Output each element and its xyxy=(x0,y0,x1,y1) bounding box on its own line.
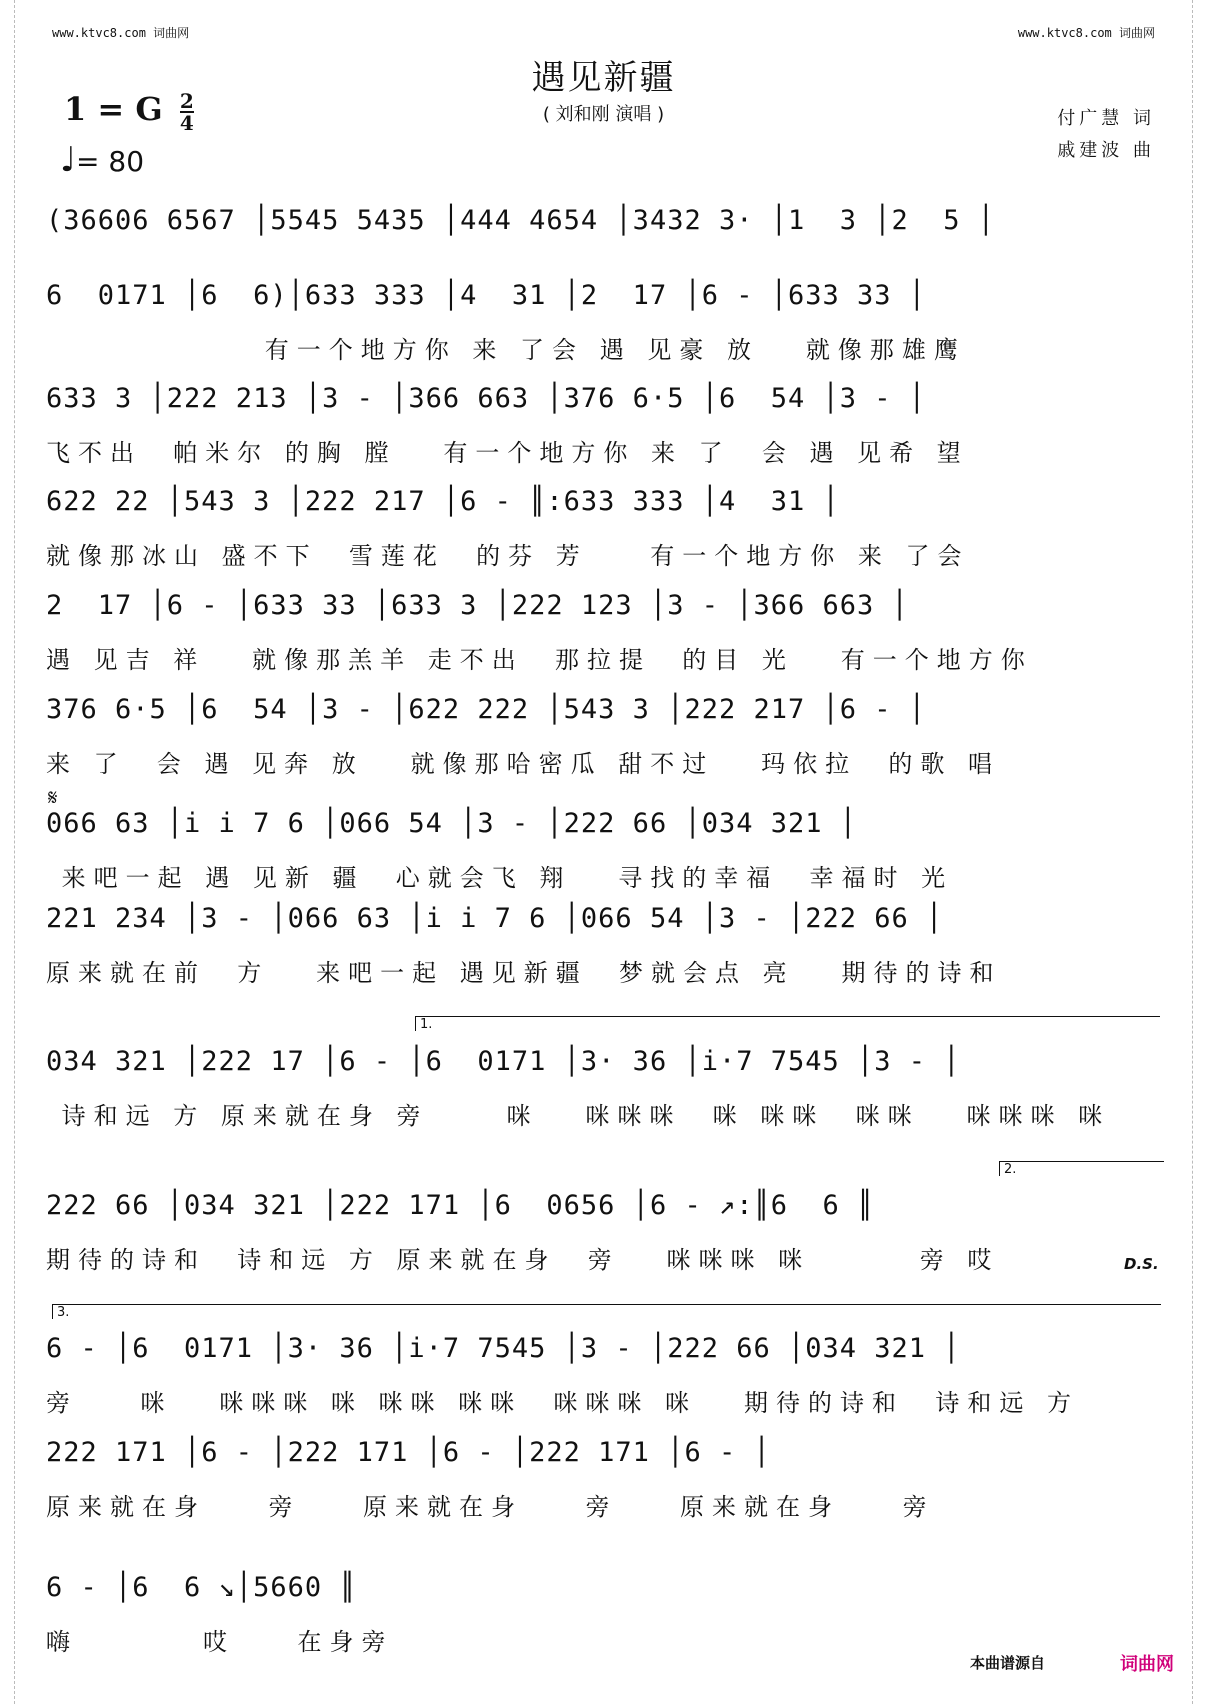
time-top: 2 xyxy=(179,88,194,113)
key-signature xyxy=(64,90,194,133)
lyrics-line: 来 了 会 遇 见奔 放 就像那哈密瓜 甜不过 玛依拉 的歌 唱 xyxy=(46,750,1001,778)
left-margin-strip xyxy=(0,0,15,1704)
tempo-value: = 80 xyxy=(76,145,145,178)
volta-2-label: 2. xyxy=(1004,1162,1017,1177)
volta-bracket-1 xyxy=(415,1016,1160,1031)
right-margin-strip xyxy=(1192,0,1207,1704)
lyrics-line: 原来就在前 方 来吧一起 遇见新疆 梦就会点 亮 期待的诗和 xyxy=(46,959,1002,987)
volta-3-label: 3. xyxy=(57,1305,70,1320)
notation-line: (36606 6567 │5545 5435 │444 4654 │3432 3· │1 3 │2 5 │ xyxy=(46,205,996,236)
volta-bracket-3 xyxy=(52,1304,1161,1319)
notation-line: 066 63 │i i 7 6 │066 54 │3 - │222 66 │034 321 │ xyxy=(46,808,858,839)
notation-line: 633 3 │222 213 │3 - │366 663 │376 6·5 │6 54 │3 - │ xyxy=(46,383,927,414)
time-signature xyxy=(179,88,194,135)
lyrics-line: 诗和远 方 原来就在身 旁 咪 咪咪咪 咪 咪咪 咪咪 咪咪咪 咪 xyxy=(46,1102,1111,1130)
notation-line: 222 66 │034 321 │222 171 │6 0656 │6 - ↗:║6 6 ║ xyxy=(46,1190,875,1221)
notation-line: 376 6·5 │6 54 │3 - │622 222 │543 3 │222 217 │6 - │ xyxy=(46,694,927,725)
lyrics-line: 遇 见吉 祥 就像那羔羊 走不出 那拉提 的目 光 有一个地方你 xyxy=(46,646,1033,674)
volta-bracket-2 xyxy=(999,1161,1164,1176)
time-bottom: 4 xyxy=(179,110,194,135)
key-label: 1 = G xyxy=(64,90,163,128)
lyrics-line: 飞不出 帕米尔 的胸 膛 有一个地方你 来 了 会 遇 见希 望 xyxy=(46,439,969,467)
lyrics-line: 原来就在身 旁 原来就在身 旁 原来就在身 旁 xyxy=(46,1493,935,1521)
notation-line: 222 171 │6 - │222 171 │6 - │222 171 │6 - │ xyxy=(46,1437,771,1468)
site-watermark-left: www.ktvc8.com 词曲网 xyxy=(52,26,190,40)
notation-line: 622 22 │543 3 │222 217 │6 - ║:633 333 │4 31 │ xyxy=(46,486,840,517)
performer-line: ( 刘和刚 演唱 ) xyxy=(542,104,665,125)
volta-1-label: 1. xyxy=(420,1017,433,1032)
notation-line: 221 234 │3 - │066 63 │i i 7 6 │066 54 │3 - │222 66 │ xyxy=(46,903,944,934)
lyrics-line: 期待的诗和 诗和远 方 原来就在身 旁 咪咪咪 咪 旁 哎 xyxy=(46,1246,1000,1274)
notation-line: 6 - │6 0171 │3· 36 │i·7 7545 │3 - │222 66 │034 321 │ xyxy=(46,1333,961,1364)
composer-credit: 戚建波 曲 xyxy=(1057,140,1155,161)
lyrics-line: 就像那冰山 盛不下 雪莲花 的芬 芳 有一个地方你 来 了会 xyxy=(46,542,970,570)
tempo-marking xyxy=(60,140,144,180)
ds-marking: D.S. xyxy=(1124,1255,1159,1273)
lyricist-credit: 付广慧 词 xyxy=(1057,108,1155,129)
lyrics-line: 嗨 哎 在身旁 xyxy=(46,1628,394,1656)
lyrics-line: 有一个地方你 来 了会 遇 见豪 放 就像那雄鹰 xyxy=(46,336,966,364)
notation-line: 034 321 │222 17 │6 - │6 0171 │3· 36 │i·7 7545 │3 - │ xyxy=(46,1046,961,1077)
notation-line: 6 - │6 6 ↘│5660 ║ xyxy=(46,1572,357,1603)
lyrics-line: 来吧一起 遇 见新 疆 心就会飞 翔 寻找的幸福 幸福时 光 xyxy=(46,864,954,892)
song-title: 遇见新疆 xyxy=(531,58,676,98)
source-note: 本曲谱源自 xyxy=(970,1654,1046,1672)
lyrics-line: 旁 咪 咪咪咪 咪 咪咪 咪咪 咪咪咪 咪 期待的诗和 诗和远 方 xyxy=(46,1389,1079,1417)
notation-line: 6 0171 │6 6)│633 333 │4 31 │2 17 │6 - │633 33 │ xyxy=(46,280,927,311)
footer-logo: 词曲网 xyxy=(1120,1654,1174,1675)
site-watermark-right: www.ktvc8.com 词曲网 xyxy=(1017,26,1155,40)
quarter-note-icon: ♩ xyxy=(60,140,77,180)
segno-icon: 𝄋 xyxy=(48,786,58,811)
notation-line: 2 17 │6 - │633 33 │633 3 │222 123 │3 - │366 663 │ xyxy=(46,590,909,621)
